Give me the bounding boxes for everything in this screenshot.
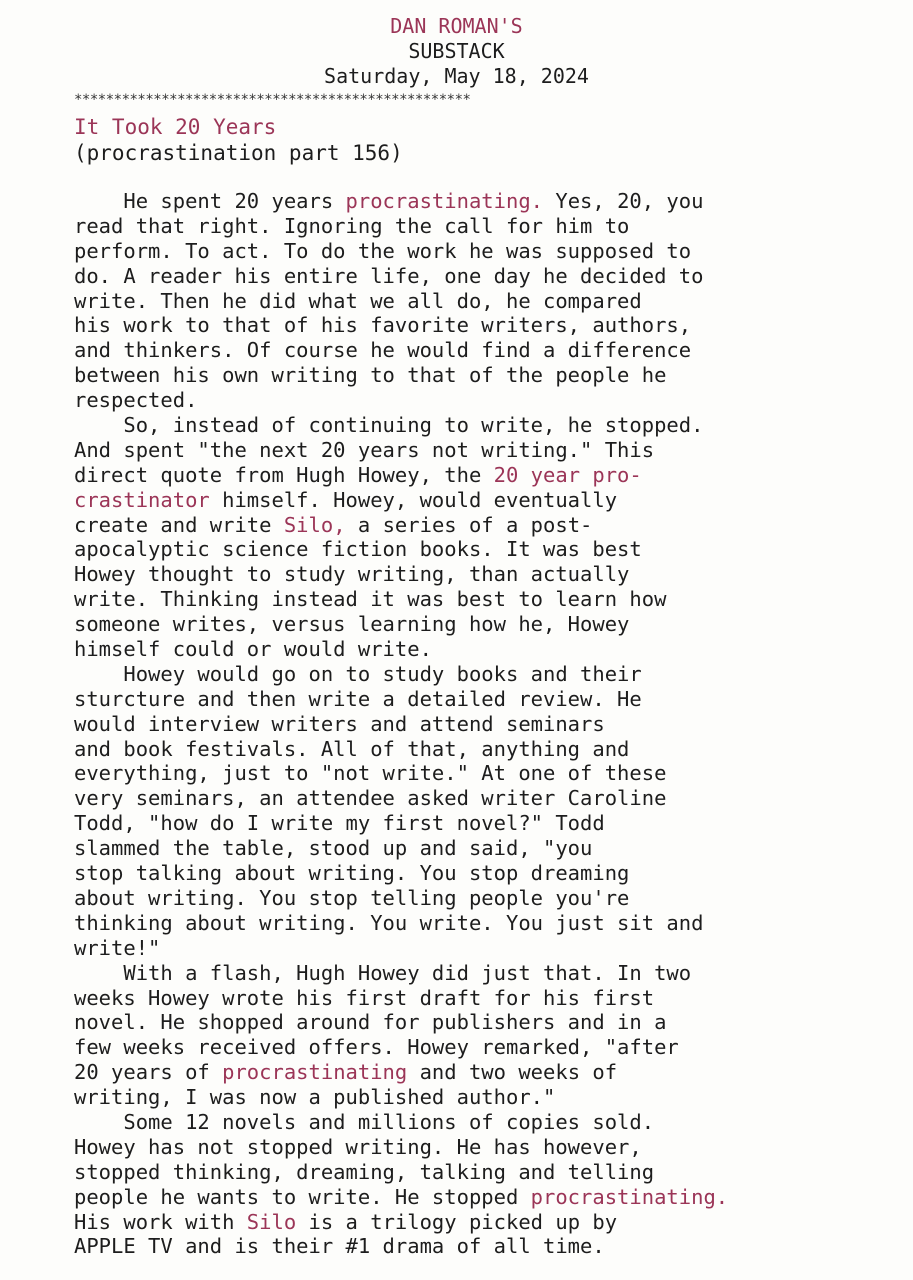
line-text: between his own writing to that of the people he xyxy=(74,363,667,388)
line-text: is a trilogy picked up by xyxy=(296,1209,618,1234)
line-text: and book festivals. All of that, anything and xyxy=(74,736,630,761)
article-line xyxy=(74,1160,874,1185)
masthead xyxy=(0,14,913,89)
line-text: writing, I was now a published author." xyxy=(74,1085,556,1110)
article-line xyxy=(74,513,874,538)
article-heading xyxy=(74,114,403,166)
line-text: APPLE TV and is their #1 drama of all time. xyxy=(74,1234,605,1259)
line-text: thinking about writing. You write. You just sit and xyxy=(74,910,704,935)
highlighted-text: procrastinating. xyxy=(345,189,544,213)
article-line xyxy=(74,463,874,488)
line-text: Howey thought to study writing, than actually xyxy=(74,562,630,587)
line-text: weeks Howey wrote his first draft for his first xyxy=(74,985,655,1010)
line-text: himself. Howey, would eventually xyxy=(209,487,618,512)
article-line xyxy=(74,413,874,438)
article-line xyxy=(74,761,874,786)
line-text: apocalyptic science fiction books. It was best xyxy=(74,537,642,562)
line-text: read that right. Ignoring the call for him to xyxy=(74,213,630,238)
article-line xyxy=(74,836,874,861)
article-line xyxy=(74,811,874,836)
highlighted-text: 20 year pro- xyxy=(493,462,642,487)
line-text: create and write xyxy=(74,512,284,537)
line-text: Howey has not stopped writing. He has however, xyxy=(74,1134,642,1159)
line-text: very seminars, an attendee asked writer Caroline xyxy=(74,786,667,811)
line-text: Howey would go on to study books and their xyxy=(74,661,642,686)
article-line xyxy=(74,612,874,637)
line-text: few weeks received offers. Howey remarked, "after xyxy=(74,1035,679,1060)
article-line xyxy=(74,338,874,363)
line-text: himself could or would write. xyxy=(74,637,432,662)
article-line xyxy=(74,239,874,264)
article-line xyxy=(74,637,874,662)
article-line xyxy=(74,537,874,562)
article-line xyxy=(74,986,874,1011)
line-text: write. Then he did what we all do, he compared xyxy=(74,288,642,313)
article-line xyxy=(74,961,874,986)
line-text: Some 12 novels and millions of copies sold. xyxy=(74,1109,655,1134)
line-text: and two weeks of xyxy=(407,1060,618,1085)
line-text: everything, just to "not write." At one of these xyxy=(74,761,667,786)
line-text: His work with xyxy=(74,1209,247,1234)
article-line xyxy=(74,911,874,936)
line-text: 20 years of xyxy=(74,1060,223,1085)
article-line xyxy=(74,1135,874,1160)
article-subtitle: (procrastination part 156) xyxy=(74,141,403,165)
article-line xyxy=(74,1060,874,1085)
brand-name: DAN ROMAN'S xyxy=(390,14,523,38)
article-line xyxy=(74,712,874,737)
article-line xyxy=(74,786,874,811)
highlighted-text: Silo xyxy=(246,1209,297,1234)
article-line xyxy=(74,1110,874,1135)
line-text: perform. To act. To do the work he was supposed to xyxy=(74,238,692,263)
line-text: With a flash, Hugh Howey did just that. In two xyxy=(74,960,692,985)
line-text: And spent "the next 20 years not writing." This xyxy=(74,437,655,462)
line-text: people he wants to write. He stopped xyxy=(74,1184,531,1209)
line-text: would interview writers and attend seminars xyxy=(74,711,605,736)
line-text: slammed the table, stood up and said, "you xyxy=(74,836,593,861)
publication-name: SUBSTACK xyxy=(408,39,505,63)
article-line xyxy=(74,662,874,687)
article-line xyxy=(74,886,874,911)
line-text: write!" xyxy=(74,935,161,960)
highlighted-text: Silo, xyxy=(283,512,346,537)
article-line xyxy=(74,1010,874,1035)
article-line xyxy=(74,562,874,587)
issue-date: Saturday, May 18, 2024 xyxy=(324,64,589,88)
article-line xyxy=(74,1185,874,1210)
line-text: novel. He shopped around for publishers and in a xyxy=(74,1010,667,1035)
line-text: Yes, 20, you xyxy=(543,189,704,213)
article-line xyxy=(74,1234,874,1259)
line-text: direct quote from Hugh Howey, the xyxy=(74,462,494,487)
line-text: stopped thinking, dreaming, talking and telling xyxy=(74,1159,655,1184)
line-text: He spent 20 years xyxy=(74,189,346,213)
line-text: his work to that of his favorite writers, authors, xyxy=(74,313,692,338)
article-line xyxy=(74,1085,874,1110)
article-line xyxy=(74,687,874,712)
article-body xyxy=(74,189,874,1259)
line-text: respected. xyxy=(74,388,198,413)
line-text: and thinkers. Of course he would find a difference xyxy=(74,338,692,363)
article-line xyxy=(74,737,874,762)
article-line xyxy=(74,264,874,289)
article-line xyxy=(74,313,874,338)
line-text: a series of a post- xyxy=(345,512,593,537)
article-line xyxy=(74,936,874,961)
article-line xyxy=(74,587,874,612)
article-line xyxy=(74,214,874,239)
article-line xyxy=(74,289,874,314)
article-title: It Took 20 Years xyxy=(74,115,277,139)
asterisk-divider: ************************************************** xyxy=(74,92,471,108)
article-line xyxy=(74,363,874,388)
highlighted-text: procrastinating. xyxy=(530,1184,729,1209)
article-line xyxy=(74,438,874,463)
line-text: write. Thinking instead it was best to learn how xyxy=(74,587,667,612)
highlighted-text: procrastinating xyxy=(222,1060,408,1085)
line-text: do. A reader his entire life, one day he decided to xyxy=(74,263,704,288)
line-text: sturcture and then write a detailed review. He xyxy=(74,686,642,711)
line-text: about writing. You stop telling people you're xyxy=(74,885,630,910)
highlighted-text: crastinator xyxy=(74,487,210,512)
article-line xyxy=(74,388,874,413)
article-line xyxy=(74,488,874,513)
line-text: someone writes, versus learning how he, Howey xyxy=(74,612,630,637)
line-text: Todd, "how do I write my first novel?" Todd xyxy=(74,811,605,836)
article-line xyxy=(74,1035,874,1060)
line-text: So, instead of continuing to write, he stopped. xyxy=(74,413,704,438)
article-line xyxy=(74,861,874,886)
article-line xyxy=(74,189,874,214)
article-line xyxy=(74,1210,874,1235)
line-text: stop talking about writing. You stop dreaming xyxy=(74,861,630,886)
